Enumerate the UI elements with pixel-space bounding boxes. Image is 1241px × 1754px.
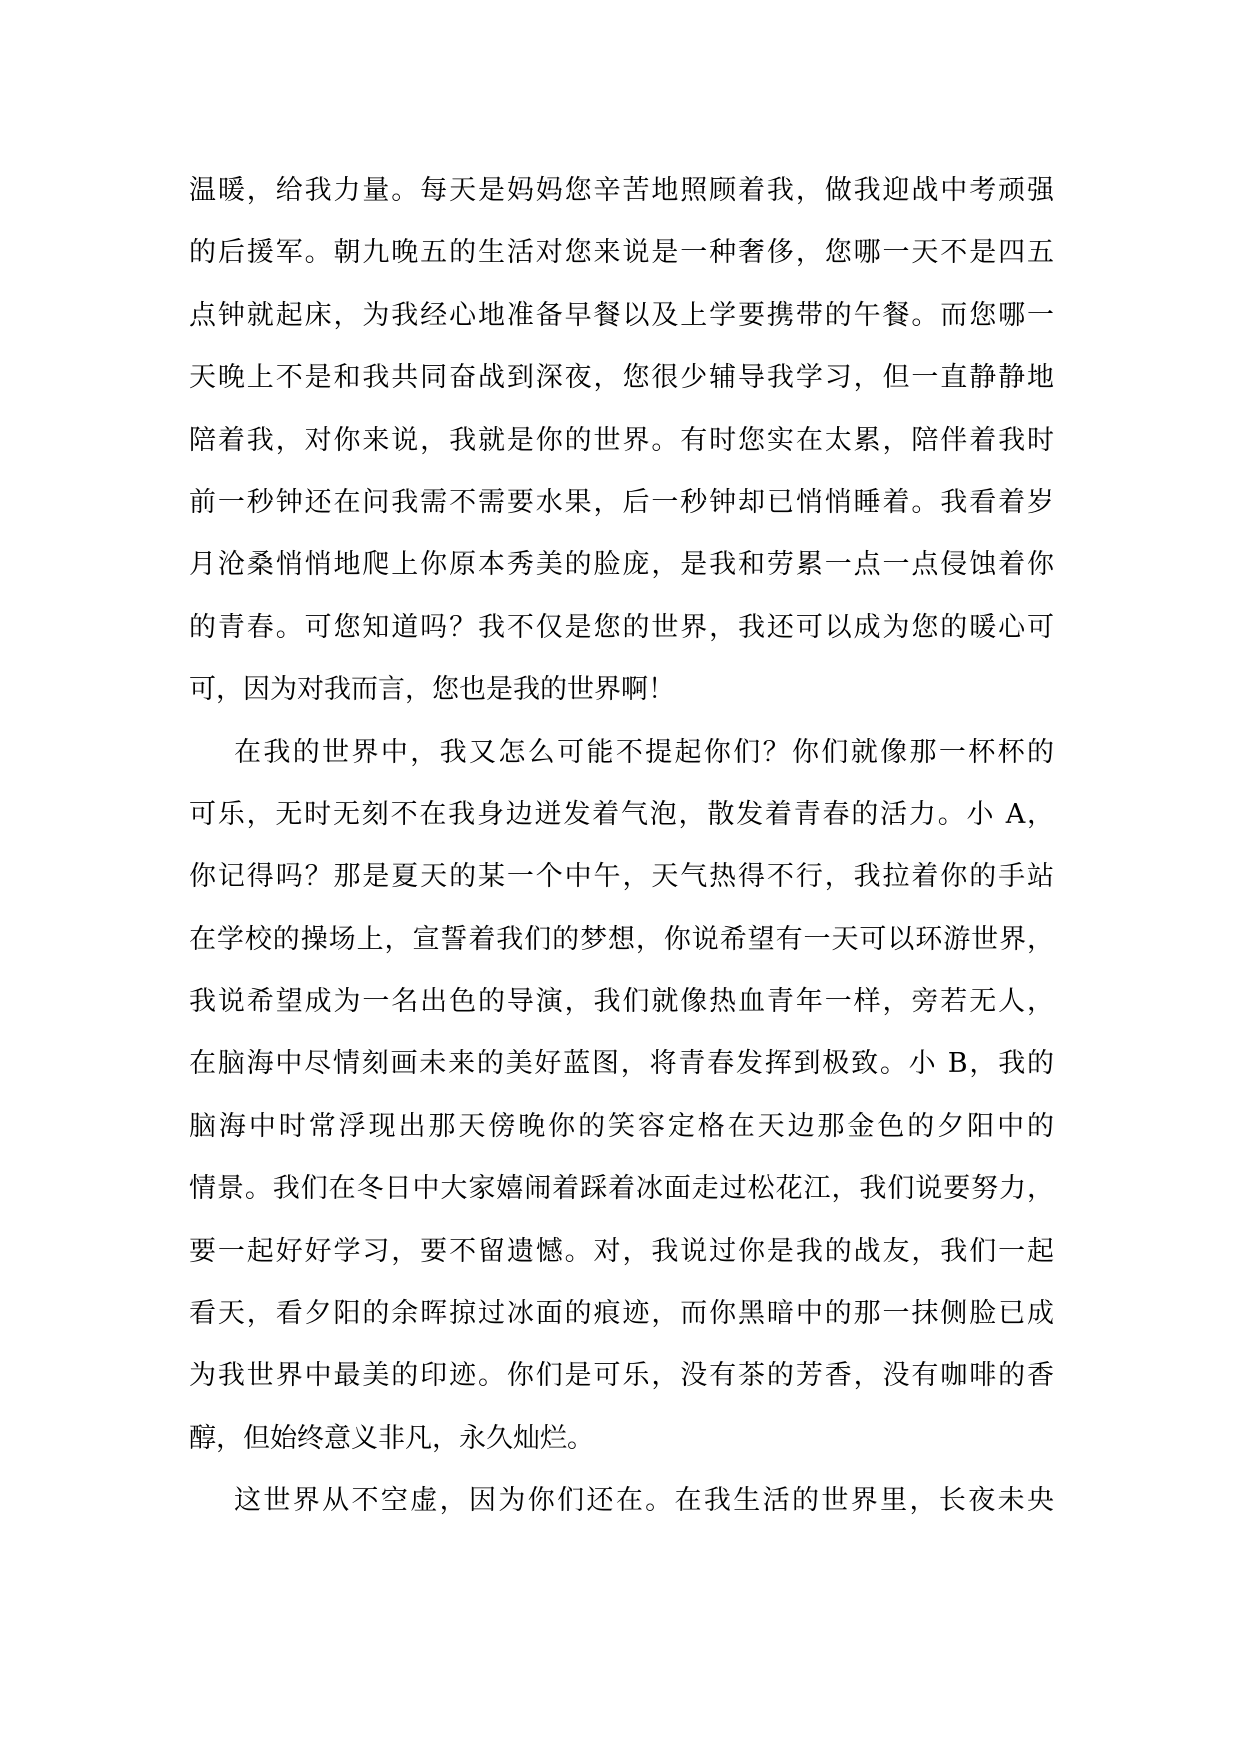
text-line: 在脑海中尽情刻画未来的美好蓝图，将青春发挥到极致。小 B，我的 bbox=[189, 1048, 1054, 1080]
text-line: 为我世界中最美的印迹。你们是可乐，没有茶的芳香，没有咖啡的香 bbox=[189, 1360, 1054, 1392]
text-line: 脑海中时常浮现出那天傍晚你的笑容定格在天边那金色的夕阳中的 bbox=[189, 1110, 1054, 1142]
text-line: 看天，看夕阳的余晖掠过冰面的痕迹，而你黑暗中的那一抹侧脸已成 bbox=[189, 1298, 1054, 1330]
text-line: 在学校的操场上，宣誓着我们的梦想，你说希望有一天可以环游世界， bbox=[189, 923, 1054, 955]
text-line: 的青春。可您知道吗？我不仅是您的世界，我还可以成为您的暖心可 bbox=[189, 611, 1054, 643]
text-line: 的后援军。朝九晚五的生活对您来说是一种奢侈，您哪一天不是四五 bbox=[189, 237, 1054, 269]
body-text bbox=[189, 160, 1054, 1533]
text-line: 可乐，无时无刻不在我身边迸发着气泡，散发着青春的活力。小 A， bbox=[189, 798, 1054, 830]
text-line: 醇，但始终意义非凡，永久灿烂。 bbox=[189, 1422, 594, 1454]
text-line: 可，因为对我而言，您也是我的世界啊！ bbox=[189, 674, 675, 706]
text-line: 前一秒钟还在问我需不需要水果，后一秒钟却已悄悄睡着。我看着岁 bbox=[189, 486, 1054, 518]
text-line: 情景。我们在冬日中大家嬉闹着踩着冰面走过松花江，我们说要努力， bbox=[189, 1173, 1054, 1205]
text-line: 点钟就起床，为我经心地准备早餐以及上学要携带的午餐。而您哪一 bbox=[189, 299, 1054, 331]
text-line: 在我的世界中，我又怎么可能不提起你们？你们就像那一杯杯的 bbox=[234, 736, 1054, 768]
text-line: 我说希望成为一名出色的导演，我们就像热血青年一样，旁若无人， bbox=[189, 986, 1054, 1018]
text-line: 这世界从不空虚，因为你们还在。在我生活的世界里，长夜未央 bbox=[234, 1485, 1054, 1517]
text-line: 月沧桑悄悄地爬上你原本秀美的脸庞，是我和劳累一点一点侵蚀着你 bbox=[189, 549, 1054, 581]
text-line: 你记得吗？那是夏天的某一个中午，天气热得不行，我拉着你的手站 bbox=[189, 861, 1054, 893]
text-line: 要一起好好学习，要不留遗憾。对，我说过你是我的战友，我们一起 bbox=[189, 1235, 1054, 1267]
text-line: 天晚上不是和我共同奋战到深夜，您很少辅导我学习，但一直静静地 bbox=[189, 362, 1054, 394]
text-line: 陪着我，对你来说，我就是你的世界。有时您实在太累，陪伴着我时 bbox=[189, 424, 1054, 456]
text-line: 温暖，给我力量。每天是妈妈您辛苦地照顾着我，做我迎战中考顽强 bbox=[189, 175, 1054, 206]
